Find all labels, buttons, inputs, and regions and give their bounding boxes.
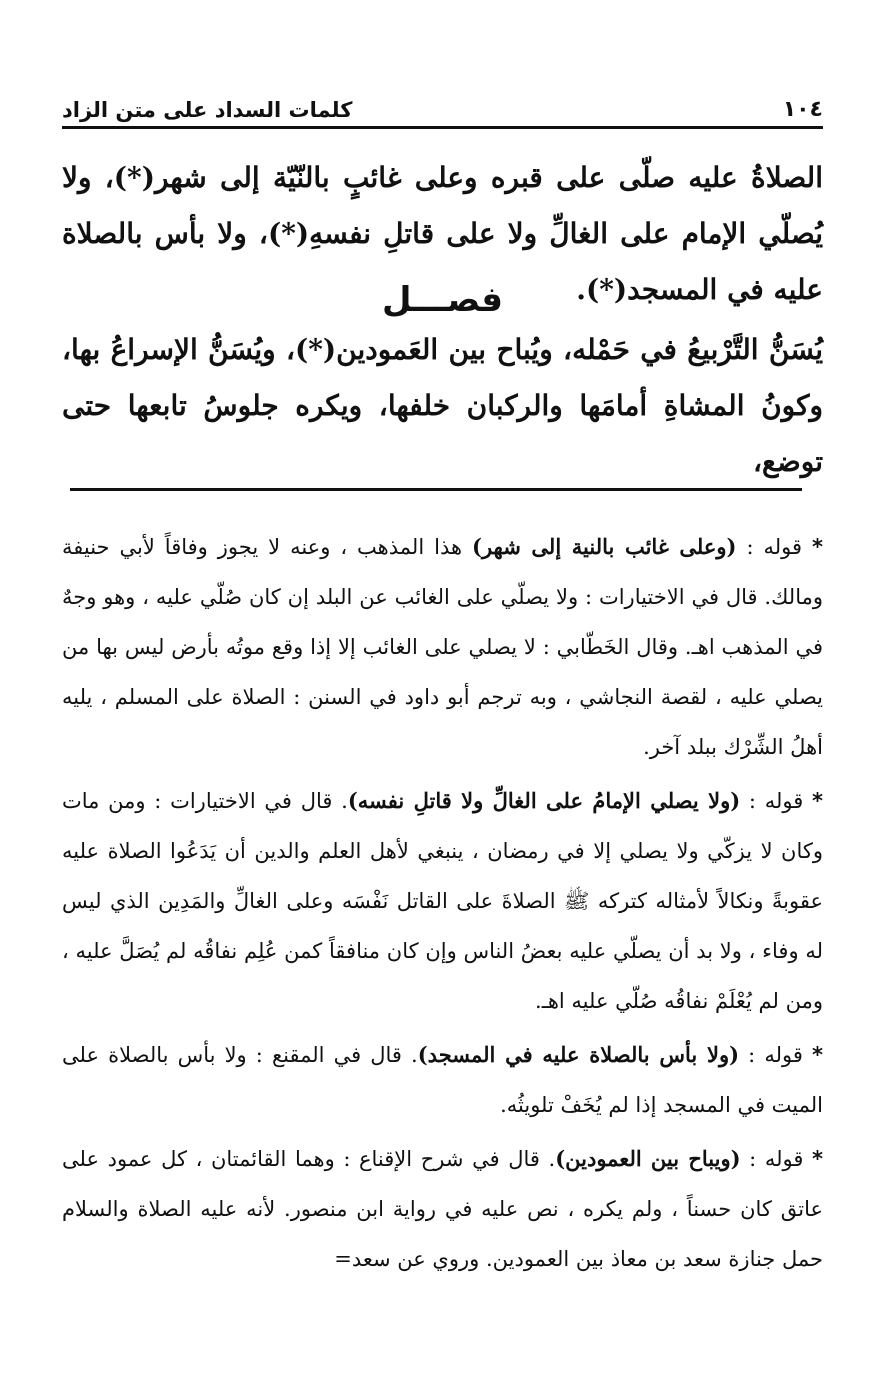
footnote-4 [62,1134,823,1284]
footnote-2 [62,776,823,1026]
footnote-divider [70,488,802,491]
page-number: ١٠٤ [782,97,823,122]
footnote-quote: (ويباح بين العمودين) [555,1146,741,1171]
footnote-text: هذا المذهب ، وعنه لا يجوز وفاقاً لأبي حنيفة ومالك. قال في الاختيارات : ولا يصلّي على الغائب عن البلد إن كان صُلّي عليه ، وهو وجهٌ في المذهب اهـ. وقال الخَطّابي : لا يصلي على الغائب إلا إذا وقع موتُه بأرض ليس بها من يصلي عليه ، لقصة النجاشي ، وبه ترجم أبو داود في السنن : الصلاة على المسلم ، يليه أهلُ الشِّرْك ببلد آخر. [62,535,823,759]
footnote-star: * [812,535,823,559]
footnote-star: * [812,1147,823,1171]
footnote-quote: (ولا بأس بالصلاة عليه في المسجد) [417,1042,740,1067]
footnote-1 [62,522,823,772]
running-title: كلمات السداد على متن الزاد [62,98,353,122]
footnote-lead: قوله : [748,789,804,813]
footnote-lead: قوله : [749,1147,804,1171]
footnote-quote: (ولا يصلي الإمامُ على الغالِّ ولا قاتلِ نفسه) [347,788,741,813]
footnote-lead: قوله : [746,535,803,559]
footnote-text: . قال في المقنع : ولا بأس بالصلاة على الميت في المسجد إذا لم يُخَفْ تلويثُه. [62,1043,823,1117]
page-header [62,82,823,129]
footnote-star: * [812,1043,823,1067]
section-paragraph: يُسَنُّ التَّرْبيعُ في حَمْله، ويُباح بين العَمودين(*)، ويُسَنُّ الإسراعُ بها، وكونُ المشاةِ أمامَها والركبان خلفها، ويكره جلوسُ تابعها حتى توضع، [62,333,823,478]
footnote-quote: (وعلى غائب بالنية إلى شهر) [472,534,737,559]
footnote-text: . قال في الاختيارات : ومن مات وكان لا يزكّي ولا يصلي إلا في رمضان ، ينبغي لأهل العلم والدين أن يَدَعُوا الصلاة عليه عقوبةً ونكالاً لأمثاله كتركه ﷺ الصلاةَ على القاتل نَفْسَه وعلى الغالِّ والمَدِين الذي ليس له وفاء ، ولا بد أن يصلّي عليه بعضُ الناس وإن كان منافقاً كمن عُلِم نفاقُه لم يُصَلَّ عليه ، ومن لم يُعْلَمْ نفاقُه صُلّي عليه اهـ. [62,789,823,1013]
footnote-star: * [812,789,823,813]
section-heading: فصـــل [382,280,503,320]
footnote-text: . قال في شرح الإقناع : وهما القائمتان ، كل عمود على عاتق كان حسناً ، ولم يكره ، نص عليه في رواية ابن منصور. لأنه عليه الصلاة والسلام حمل جنازة سعد بن معاذ بين العمودين. وروي عن سعد= [62,1147,823,1271]
main-paragraph: الصلاةُ عليه صلّى على قبره وعلى غائبٍ بالنّيّة إلى شهر(*)، ولا يُصلّي الإمام على الغالِّ ولا على قاتلِ نفسهِ(*)، ولا بأس بالصلاة عليه في المسجد(*). [62,161,823,306]
footnote-lead: قوله : [748,1043,803,1067]
footnotes-block [62,522,823,1288]
section-text-block [62,322,823,490]
footnote-3 [62,1030,823,1130]
